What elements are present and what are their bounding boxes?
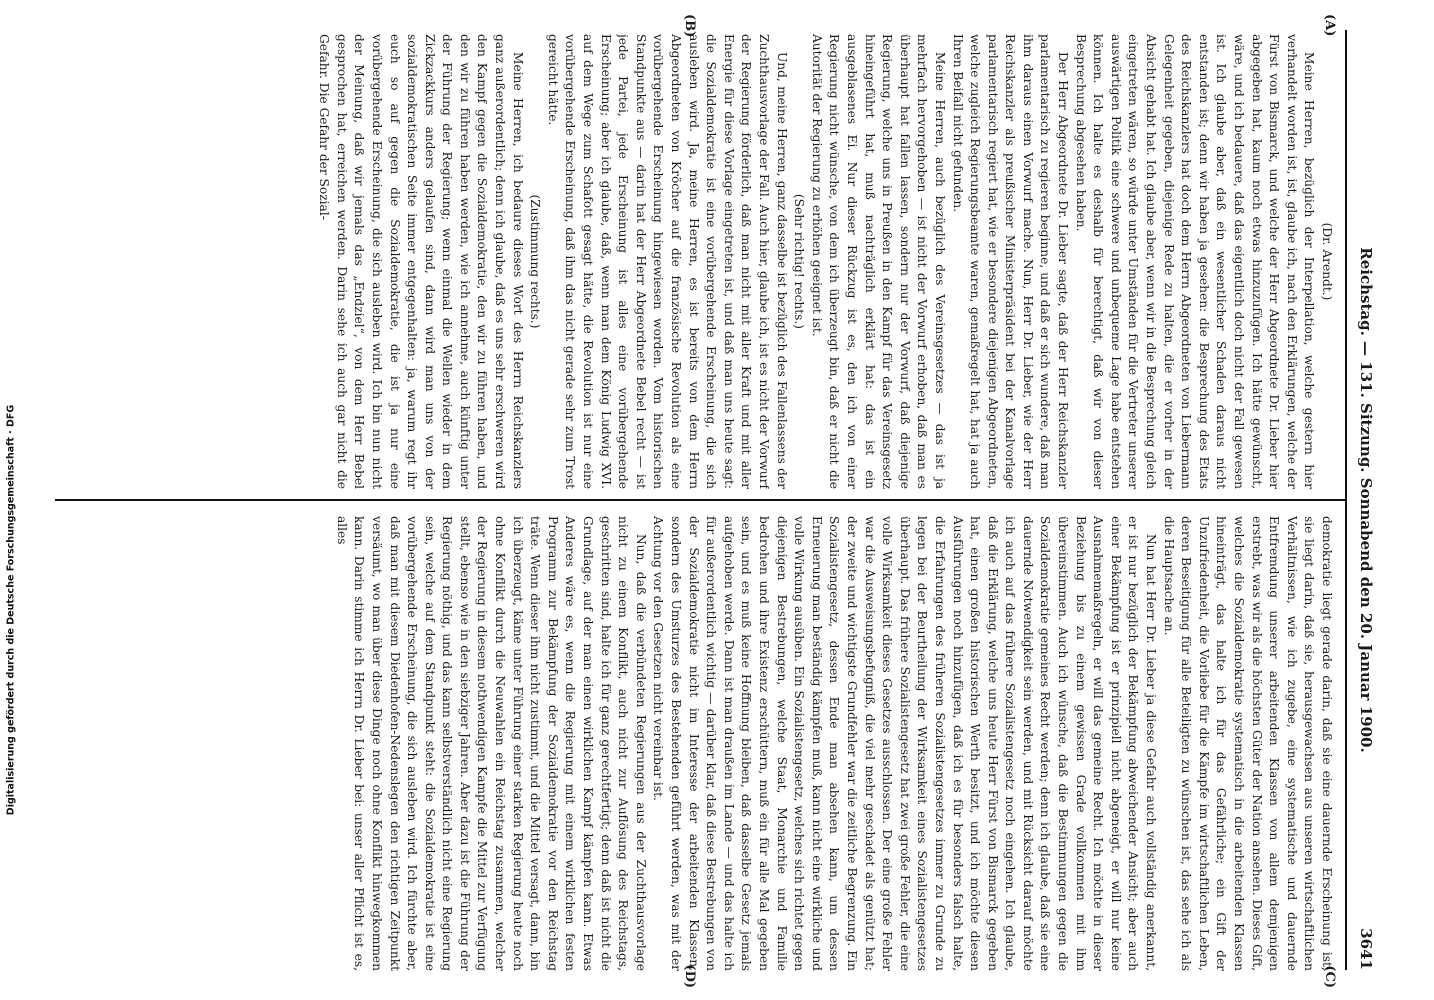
newspaper-sheet: [37, 10, 1397, 990]
margin-mark-c: (C): [1322, 965, 1337, 988]
speaker-label: (Dr. Arendt.): [1320, 222, 1334, 301]
paragraph: Meine Herren, auch bezüglich des Vereinsgesetzes — das ist ja mehrfach hervorgehoben — ist nicht der Vorwurf erhoben, daß man es überhaupt hat fallen lassen, sondern nur der Vorwurf, daß diejenige Regierung, welche uns in Preußen in den Kampf für das Vereinsgesetz hineingeführt hat, muß nachträglich erklärt hat: das ist ein ausgeblasenes Ei. Nur dieser Rückzug ist es, den ich von einer Regierung nicht wünsche, von dem ich überzeugt bin, daß er nicht die Autorität der Regierung zu erhöhen geeignet ist.: [809, 34, 947, 489]
header-title: Reichstag. — 131. Sitzung. Sonnabend den 20. Januar 1900.: [1357, 247, 1375, 753]
interjection: (Zustimmung rechts.): [528, 194, 543, 329]
left-column: [55, 34, 1335, 489]
paragraph: Und, meine Herren, ganz dasselbe ist bezüglich des Fallenlassens der Zuchthausvorlage der Fall. Auch hier, glaube ich, ist es nicht der Vorwurf der Regierung förderlich, daß man nicht mit aller Kraft und mit aller Energie für diese Vorlage eingetreten ist, und daß man uns heute sagt: die Sozialdemokratie ist eine vorübergehende Erscheinung, die sich ausleben wird. Ja, meine Herren, es ist bereits von dem Herrn Abgeordneten von Kröcher auf die französische Revolution als eine vorübergehende Erscheinung hingewiesen worden. Vom historischen Standpunkte aus — darin hat der Herr Abgeordnete Bebel recht — ist jede Partei, jede Erscheinung ist alles eine vorübergehende Erscheinung; aber ich glaube, daß, wenn man dem König Ludwig XVI. auf dem Wege zum Schafott gesagt hätte, die Revolution ist nur eine vorübergehende Erscheinung, daß ihm das nicht gerade sehr zum Trost gereicht hätte.: [545, 34, 789, 489]
paragraph: Meine Herren, bezüglich der Interpellation, welche gestern hier verhandelt worden ist, ist, glaube ich, nach den Erklärungen, welche der Fürst von Bismarck, und welche der Herr Abgeordnete Dr. Lieber hier abgegeben hat, kaum noch etwas hinzuzufügen. Ich hätte gewünscht, wäre, und ich bedauere, daß das eigentlich doch nicht der Fall gewesen ist. Ich glaube aber, daß ein wesentlicher Schaden daraus nicht entstanden ist; denn wir haben ja gesehen: die Besprechung des Etats des Reichskanzlers hat doch dem Herrn Abgeordneten von Liebermann Gelegenheit gegeben, diejenige Rede zu halten, die er vorher in der Absicht gehabt hat. Ich glaube aber, wenn wir in die Besprechung gleich eingetreten wären, so würde unter Umständen für die Vertreter unserer auswärtigen Politik eine schwere und unbequeme Lage habe entstehen können. Ich halte es deshalb für berechtigt, daß wir von dieser Besprechung abgesehen haben.: [1073, 34, 1317, 489]
margin-mark-b: (B): [682, 14, 697, 38]
interjection: (Sehr richtig! rechts.): [792, 193, 807, 330]
digitization-credit: [2, 230, 20, 990]
running-header: [1347, 30, 1375, 970]
paragraph: Nun hat Herr Dr. Lieber ja diese Gefahr auch vollständig anerkannt, er ist nur bezüglich der Bekämpfung abweichender Ansicht; aber auch einer Bekämpfung ist er prinzipiell nicht abgeneigt, er will nur keine Ausnahmemaßregeln, er will das gemeine Recht. Ich möchte in dieser Beziehung bis zu einem gewissen Grade vollkommen mit ihm übereinstimmen. Auch ich wünsche, daß die Bestimmungen gegen die Sozialdemokratie gemeines Recht werden; denn ich glaube, daß sie eine dauernde Notwendigkeit sein werden, und mit Rücksicht darauf möchte ich auch auf das frühere Sozialistengesetz noch eingehen. Ich glaube, daß die Erklärung, welche uns heute Herr Fürst von Bismarck gegeben hat, einen großen historischen Werth besitzt, und ich möchte diesen Ausführungen noch hinzufügen, daß ich es für besonders falsch halte, die Erfahrungen des früheren Sozialistengesetzes immer zu Grunde zu legen bei der Beurtheilung der Wirksamkeit eines Sozialistengesetzes überhaupt. Das frühere Sozialistengesetz hat zwei große Fehler, die eine volle Wirksamkeit dieses Gesetzes ausschlossen. Der eine große Fehler war die Ausweisungsbefugniß, die viel mehr geschadet als genützt hat; der zweite und wichtigste Grundfehler war die zeitliche Begrenzung. Ein Sozialistengesetz, dessen Ende man absehen kann, um dessen Erneuerung man beständig kämpfen muß, kann nicht eine wirkliche und volle Wirkung ausüben. Ein Sozialistengesetz, welches sich richtet gegen diejenigen Bestrebungen, welche Staat, Monarchie und Familie bedrohen und ihre Existenz erschüttern, muß ein für alle Mal gegeben sein, und es muß keine Hoffnung bleiben, daß dasselbe Gesetz jemals aufgehoben werde. Dann ist man draußen im Lande — und das halte ich für außerordentlich wichtig — darüber klar, daß diese Bestrebungen von der Sozialdemokratie nicht im Interesse der arbeitenden Klassen, sondern des Umsturzes des Bestehenden geführt werden, was mit der Achtung vor den Gesetzen nicht vereinbar ist.: [651, 516, 1159, 971]
paragraph: Der Herr Abgeordnete Dr. Lieber sagte, daß der Herr Reichskanzler parlamentarisch zu regieren beginne, und daß er sich wundere, daß man ihm daraus einen Vorwurf mache. Nun, Herr Dr. Lieber, wie der Herr Reichskanzler als preußischer Ministerpräsident bei der Kanalvorlage parlamentarisch regiert hat, wie er besondere diejenigen Abgeordneten, welche zugleich Regierungsbeamte waren, gemaßregelt hat, hat ja auch Ihren Beifall nicht gefunden.: [950, 34, 1071, 489]
margin-mark-a: (A): [1322, 14, 1337, 37]
paragraph: demokratie liegt gerade darin, daß sie eine dauernde Erscheinung ist; sie liegt darin, daß sie, herausgewachsen aus unseren wirtschaftlichen Verhältnissen, wie ich zugebe, eine systematische und dauernde Entfremdung unserer arbeitenden Klassen von allem demjenigen erstrebt, was wir als die höchsten Güter der Nation ansehen. Dieses Gift, welches die Sozialdemokratie systematisch in die arbeitenden Klassen hineinträgt, das halte ich für das Gefährliche; ein Gift der Unzufriedenheit, die Vorliebe für die Kämpfe im wirtschaftlichen Leben, deren Beseitigung für alle Beteiligten zu wünschen ist, das sehe ich als die Hauptsache an.: [1161, 516, 1334, 971]
paragraph: Meine Herren, ich bedaure dieses Wort des Herrn Reichskanzlers ganz außerordentlich; denn ich glaube, daß es uns sehr erschweren wird den Kampf gegen die Sozialdemokratie, den wir zu führen haben, und den wir zu führen haben werden, wie ich annehme, auch künftig unter der Führung der Regierung; wenn einmal die Wellen wieder in dem Zickzackkurs anders gelaufen sind, dann wird man uns von der sozialdemokratischen Seite immer entgegenhalten: ja, warum regt ihr euch so auf gegen die Sozialdemokratie, die ist ja nur eine vorübergehende Erscheinung, die sich ausleben wird. Ich bin nun nicht der Meinung, daß wir jemals das „Endziel“, von dem Herr Bebel gesprochen hat, erreichen werden. Darin sehe ich auch gar nicht die Gefahr. Die Gefahr der Sozial-: [317, 34, 525, 489]
paragraph: Nun, daß die verbündeten Regierungen aus der Zuchthausvorlage nicht zu einem Konflikt, auch nicht zur Auflösung des Reichstags, geschritten sind, halte ich für ganz gerechtfertigt; denn daß ist nicht die Grundlage, auf der man einen wirklichen Kampf kämpfen kann. Etwas Anderes wäre es, wenn die Regierung mit einem wirklichen festen Programm zur Bekämpfung der Sozialdemokratie vor den Reichstag träte. Wenn dieser ihm nicht zustimmt, und die Mittel versagt, dann, bin ich überzeugt, käme unter Führung einer starken Regierung heute noch ohne Konflikt durch die Neuwahlen ein Reichstag zusammen, welcher der Regierung in diesem nothwendigen Kampfe die Mittel zur Verfügung stellt, ebenso wie in den siebziger Jahren. Aber dazu ist die Führung der Regierung nöthig, und das kann selbstverständlich nicht eine Regierung sein, welche auf dem Standpunkt steht: die Sozialdemokratie ist eine vorübergehende Erscheinung, die sich ausleben wird. Ich fürchte aber, daß man mit diesem Diedenhofen-Nedenslegen den richtigen Zeitpunkt versäumt, wo man über diese Dinge noch ohne Konflikt hinwegkommen kann. Darin stimme ich Herrn Dr. Lieber bei: unser aller Pflicht ist es, alles: [334, 516, 648, 971]
right-column: [55, 516, 1335, 971]
digitization-credit-text: Digitalisierung gefördert durch die Deutsche Forschungsgemeinschaft · DFG: [5, 404, 17, 816]
page-number: 3641: [1357, 928, 1375, 970]
header-rule: [1345, 30, 1347, 970]
margin-mark-d: (D): [682, 964, 697, 988]
column-divider: [55, 499, 1345, 501]
